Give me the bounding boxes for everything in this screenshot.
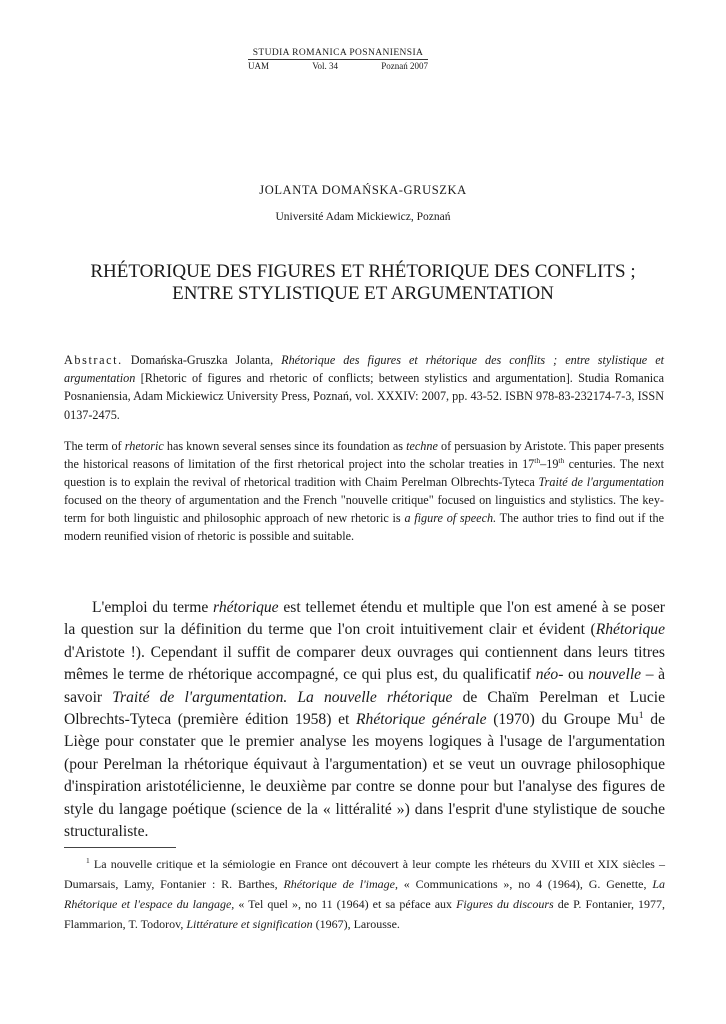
- body-italic: nouvelle: [588, 666, 642, 684]
- summary-text: –19: [540, 457, 559, 471]
- journal-header: [248, 48, 428, 71]
- publisher: UAM: [248, 61, 270, 71]
- footnote-italic: La Rhétorique et l'espace du langage,: [64, 877, 666, 911]
- body-italic: rhétorique: [213, 599, 279, 616]
- body-text: ou: [568, 666, 584, 684]
- body-text: de Chaïm Perelman et Lucie Olbrechts-Tyteca (première édition 1958) et: [64, 688, 665, 729]
- summary-text: The term of: [64, 439, 122, 453]
- title-line-2: ENTRE STYLISTIQUE ET ARGUMENTATION: [172, 283, 554, 304]
- summary-italic: rhetoric: [124, 439, 164, 453]
- footnote-number: 1: [86, 856, 90, 865]
- body-italic: Rhétorique générale: [356, 711, 487, 729]
- summary-italic: a figure of speech.: [404, 511, 497, 525]
- footnote-italic: Rhétorique de l'image,: [283, 877, 398, 891]
- footnote-italic: Figures du discours: [456, 897, 554, 911]
- summary-text: The author tries to find out if the modern reunified vision of rhetoric is possible and suitable.: [64, 511, 664, 543]
- body-italic: néo-: [535, 666, 564, 684]
- summary-italic: techne: [406, 439, 438, 453]
- footnote: [64, 854, 665, 934]
- body-text: d'Aristote !). Cependant il suffit de comparer deux ouvrages qui contiennent dans leurs titres mêmes le terme de rhétorique accompagné, ce qui plus est, du qualificatif: [64, 643, 665, 684]
- summary-text: of persuasion by Aristote. This paper presents the historical reasons of limitation of the first rhetorical project into the scholar treaties in 17: [64, 439, 665, 471]
- abstract-translation: [Rhetoric of figures and rhetoric of conflicts; between stylistics and argumentation].: [140, 371, 573, 386]
- footnote-italic: Littérature et signification: [186, 917, 313, 931]
- abstract: [64, 351, 664, 424]
- footnote-text: (1967), Larousse.: [315, 917, 400, 931]
- abstract-label: Abstract.: [64, 353, 123, 367]
- english-summary: [64, 437, 664, 545]
- body-text: L'emploi du terme: [92, 599, 209, 616]
- superscript: th: [558, 455, 565, 465]
- footnote-text: « Tel quel », no 11 (1964) et sa péface aux: [238, 897, 453, 911]
- footnote-text: « Communications », no 4 (1964), G. Genette,: [403, 877, 647, 891]
- volume: Vol. 34: [312, 61, 339, 71]
- summary-text: focused on the theory of argumentation and the French "nouvelle critique" focused on linguistics and stylistics. The key-term for both linguistic and philosophic approach of new rhetoric is: [64, 493, 664, 525]
- body-paragraph: [64, 597, 665, 843]
- footnote-divider: [64, 847, 176, 848]
- journal-meta: [248, 61, 428, 71]
- footnote-text: de P. Fontanier, 1977, Flammarion, T. Todorov,: [64, 897, 665, 931]
- summary-italic: Traité de l'argumentation: [538, 475, 664, 489]
- body-italic: Rhétorique: [595, 621, 665, 639]
- abstract-title: Rhétorique des figures et rhétorique des conflits ; entre stylistique et argumentation: [64, 353, 665, 386]
- body-text: est tellemet étendu et multiple que l'on est amené à se poser la question sur la définition du terme que l'on croit intuitivement clair et évident (: [64, 599, 665, 639]
- summary-text: has known several senses since its foundation as: [166, 439, 403, 453]
- summary-text: centuries. The next question is to explain the revival of rhetorical tradition with Chaim Perelman Olbrechts-Tyteca: [64, 457, 665, 489]
- place-year: Poznań 2007: [381, 61, 428, 71]
- author-name: JOLANTA DOMAŃSKA-GRUSZKA: [259, 183, 467, 197]
- author-affiliation: Université Adam Mickiewicz, Poznań: [275, 211, 451, 223]
- abstract-author: Domańska-Gruszka Jolanta,: [130, 353, 274, 367]
- abstract-citation: Studia Romanica Posnaniensia, Adam Mickiewicz University Press, Poznań, vol. XXXIV: 2007, pp. 43-52. ISBN 978-83-232174-7-3, ISSN 0137-2475.: [64, 371, 665, 422]
- body-text: (1970) du Groupe Mu: [493, 711, 639, 729]
- body-text: de Liège pour constater que le premier analyse les moyens logiques à l'usage de l'argumentation (pour Perelman la rhétorique équivaut à l'argumentation) et se veut un ouvrage philosophique d'inspiration aristotélicienne, le deuxième par contre se donne pour but l'analyse des figures de style du langage poétique (science de la « littéralité ») dans l'esprit d'une stylistique de souche structuraliste.: [64, 711, 666, 841]
- article-title: [40, 261, 686, 305]
- title-line-1: RHÉTORIQUE DES FIGURES ET RHÉTORIQUE DES CONFLITS ;: [90, 261, 636, 282]
- footnote-marker: 1: [638, 709, 644, 721]
- body-text: – à savoir: [64, 666, 666, 706]
- superscript: th: [534, 455, 541, 465]
- journal-name: STUDIA ROMANICA POSNANIENSIA: [248, 48, 428, 60]
- body-italic: Traité de l'argumentation. La nouvelle rhétorique: [112, 688, 453, 706]
- footnote-text: La nouvelle critique et la sémiologie en France ont découvert à leur compte les rhéteurs du XVIII et XIX siècles – Dumarsais, Lamy, Fontanier : R. Barthes,: [64, 857, 665, 891]
